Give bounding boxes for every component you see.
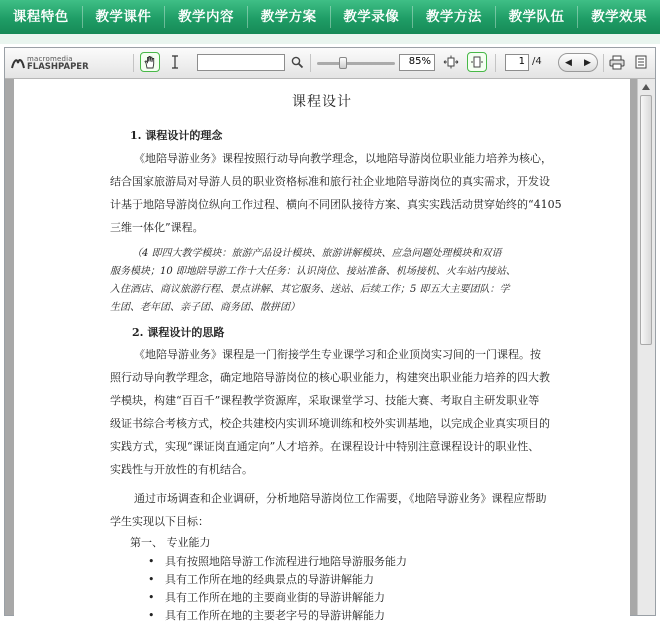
- fit-width-icon: [443, 55, 459, 69]
- text-select-button[interactable]: [165, 52, 185, 72]
- vertical-scrollbar[interactable]: [637, 79, 655, 615]
- paragraph-line: 实践性与开放性的有机结合。: [110, 463, 253, 476]
- paragraph-line: 《地陪导游业务》课程按照行动导向教学理念，以地陪导游岗位职业能力培养为核心，: [134, 152, 552, 165]
- paragraph-line: 级证书综合考核方式，校企共建校内实训环境训练和校外实训基地，以完成企业真实项目的: [110, 417, 550, 430]
- options-icon: [635, 55, 647, 69]
- paragraph-line: 照行动导向教学理念，确定地陪导游岗位的核心职业能力，构建突出职业能力培养的四大教: [110, 371, 550, 384]
- toolbar-divider: [495, 54, 496, 72]
- search-button[interactable]: [287, 52, 307, 72]
- italic-paragraph-line: 入住酒店、商议旅游行程、景点讲解、其它服务、送站、后续工作；5 即五大主要团队：学: [110, 284, 510, 295]
- bullet-item: • 具有工作所在地的经典景点的导游讲解能力: [148, 573, 374, 586]
- bullet-text: 具有工作所在地的经典景点的导游讲解能力: [164, 573, 374, 586]
- next-page-icon[interactable]: ▶: [584, 57, 591, 68]
- nav-item-results[interactable]: 教学效果: [591, 9, 648, 25]
- zoom-slider-thumb[interactable]: [339, 57, 347, 69]
- macromedia-logo-icon: [11, 56, 25, 70]
- search-input[interactable]: [197, 54, 285, 71]
- section-1-heading: 1. 课程设计的理念: [130, 129, 223, 142]
- scrollbar-thumb[interactable]: [640, 95, 652, 345]
- paragraph-line: 实践方式，实现“课证岗直通定向”人才培养。在课程设计中特别注意课程设计的职业性、: [110, 440, 540, 453]
- italic-paragraph-line: 生团、老年团、亲子团、商务团、散拼团）: [110, 302, 300, 313]
- bullet-item: • 具有按照地陪导游工作流程进行地陪导游服务能力: [148, 555, 407, 568]
- nav-item-methods[interactable]: 教学方法: [425, 9, 482, 25]
- fit-page-button[interactable]: [467, 52, 487, 72]
- document-page: [14, 79, 630, 639]
- paragraph-line: 学模块，构建“百百千”课程教学资源库，采取课堂学习、技能大赛、考取自主研发职业等: [110, 394, 540, 407]
- fit-width-button[interactable]: [441, 52, 461, 72]
- top-nav: [0, 0, 660, 34]
- bullet-item: • 具有工作所在地的主要商业街的导游讲解能力: [148, 591, 385, 604]
- goal-heading: 第一、 专业能力: [130, 536, 211, 549]
- nav-item-team[interactable]: 教学队伍: [508, 9, 565, 25]
- flashpaper-logo: [11, 54, 101, 74]
- nav-shadow-strip: [0, 34, 660, 44]
- viewer-toolbar: [5, 48, 655, 79]
- nav-item-video[interactable]: 教学录像: [343, 9, 400, 25]
- zoom-input[interactable]: 85%: [399, 54, 435, 71]
- nav-item-plan[interactable]: 教学方案: [260, 9, 317, 25]
- paragraph-line: 《地陪导游业务》课程是一门衔接学生专业课学习和企业顶岗实习间的一门课程。按: [134, 348, 541, 361]
- search-icon: [291, 56, 304, 69]
- page-nav-control: [558, 53, 598, 72]
- paragraph-line: 三维一体化”课程。: [110, 221, 204, 234]
- paragraph-line: 结合国家旅游局对导游人员的职业资格标准和旅行社企业地陪导游岗位的真实需求，开发设: [110, 175, 550, 188]
- nav-item-course-features[interactable]: 课程特色: [12, 9, 69, 25]
- paragraph-line: 计基于地陪导游岗位纵向工作过程、横向不同团队接待方案、真实实践活动贯穿始终的“4105: [110, 198, 562, 211]
- logo-text-bottom: FLASHPAPER: [27, 62, 89, 72]
- section-2-heading: 2. 课程设计的思路: [132, 326, 225, 339]
- italic-paragraph-line: 服务模块；10 即地陪导游工作十大任务：认识岗位、接站准备、机场接机、火车站内接站、: [110, 266, 516, 277]
- page-total: /4: [532, 56, 542, 67]
- hand-tool-button[interactable]: [140, 52, 160, 72]
- print-icon: [609, 55, 625, 70]
- bullet-item: • 具有工作所在地的主要老字号的导游讲解能力: [148, 609, 385, 622]
- toolbar-divider: [310, 54, 311, 72]
- toolbar-divider: [133, 54, 134, 72]
- nav-item-courseware[interactable]: 教学课件: [95, 9, 152, 25]
- options-button[interactable]: [631, 52, 651, 72]
- paragraph-line: 通过市场调查和企业调研，分析地陪导游岗位工作需要，《地陪导游业务》课程应帮助: [134, 492, 547, 505]
- fit-page-icon: [470, 55, 484, 69]
- page-title: 课程设计: [292, 94, 352, 110]
- paragraph-line: 学生实现以下目标：: [110, 515, 209, 528]
- prev-page-icon[interactable]: ◀: [565, 57, 572, 68]
- logo-text-top: macromedia: [27, 55, 73, 63]
- bullet-text: 具有按照地陪导游工作流程进行地陪导游服务能力: [164, 555, 407, 568]
- scroll-up-icon[interactable]: [642, 84, 650, 90]
- nav-item-content[interactable]: 教学内容: [178, 9, 235, 25]
- zoom-slider[interactable]: [317, 62, 395, 65]
- italic-paragraph-line: （4 即四大教学模块：旅游产品设计模块、旅游讲解模块、应急问题处理模块和双语: [132, 248, 502, 259]
- print-button[interactable]: [607, 52, 627, 72]
- bullet-text: 具有工作所在地的主要商业街的导游讲解能力: [164, 591, 385, 604]
- hand-tool-icon: [143, 55, 157, 69]
- flashpaper-viewer: [4, 47, 656, 622]
- document-area[interactable]: [5, 79, 655, 622]
- bullet-text: 具有工作所在地的主要老字号的导游讲解能力: [164, 609, 385, 622]
- page-number-input[interactable]: 1: [505, 54, 529, 71]
- toolbar-divider: [603, 54, 604, 72]
- text-select-icon: [170, 55, 180, 69]
